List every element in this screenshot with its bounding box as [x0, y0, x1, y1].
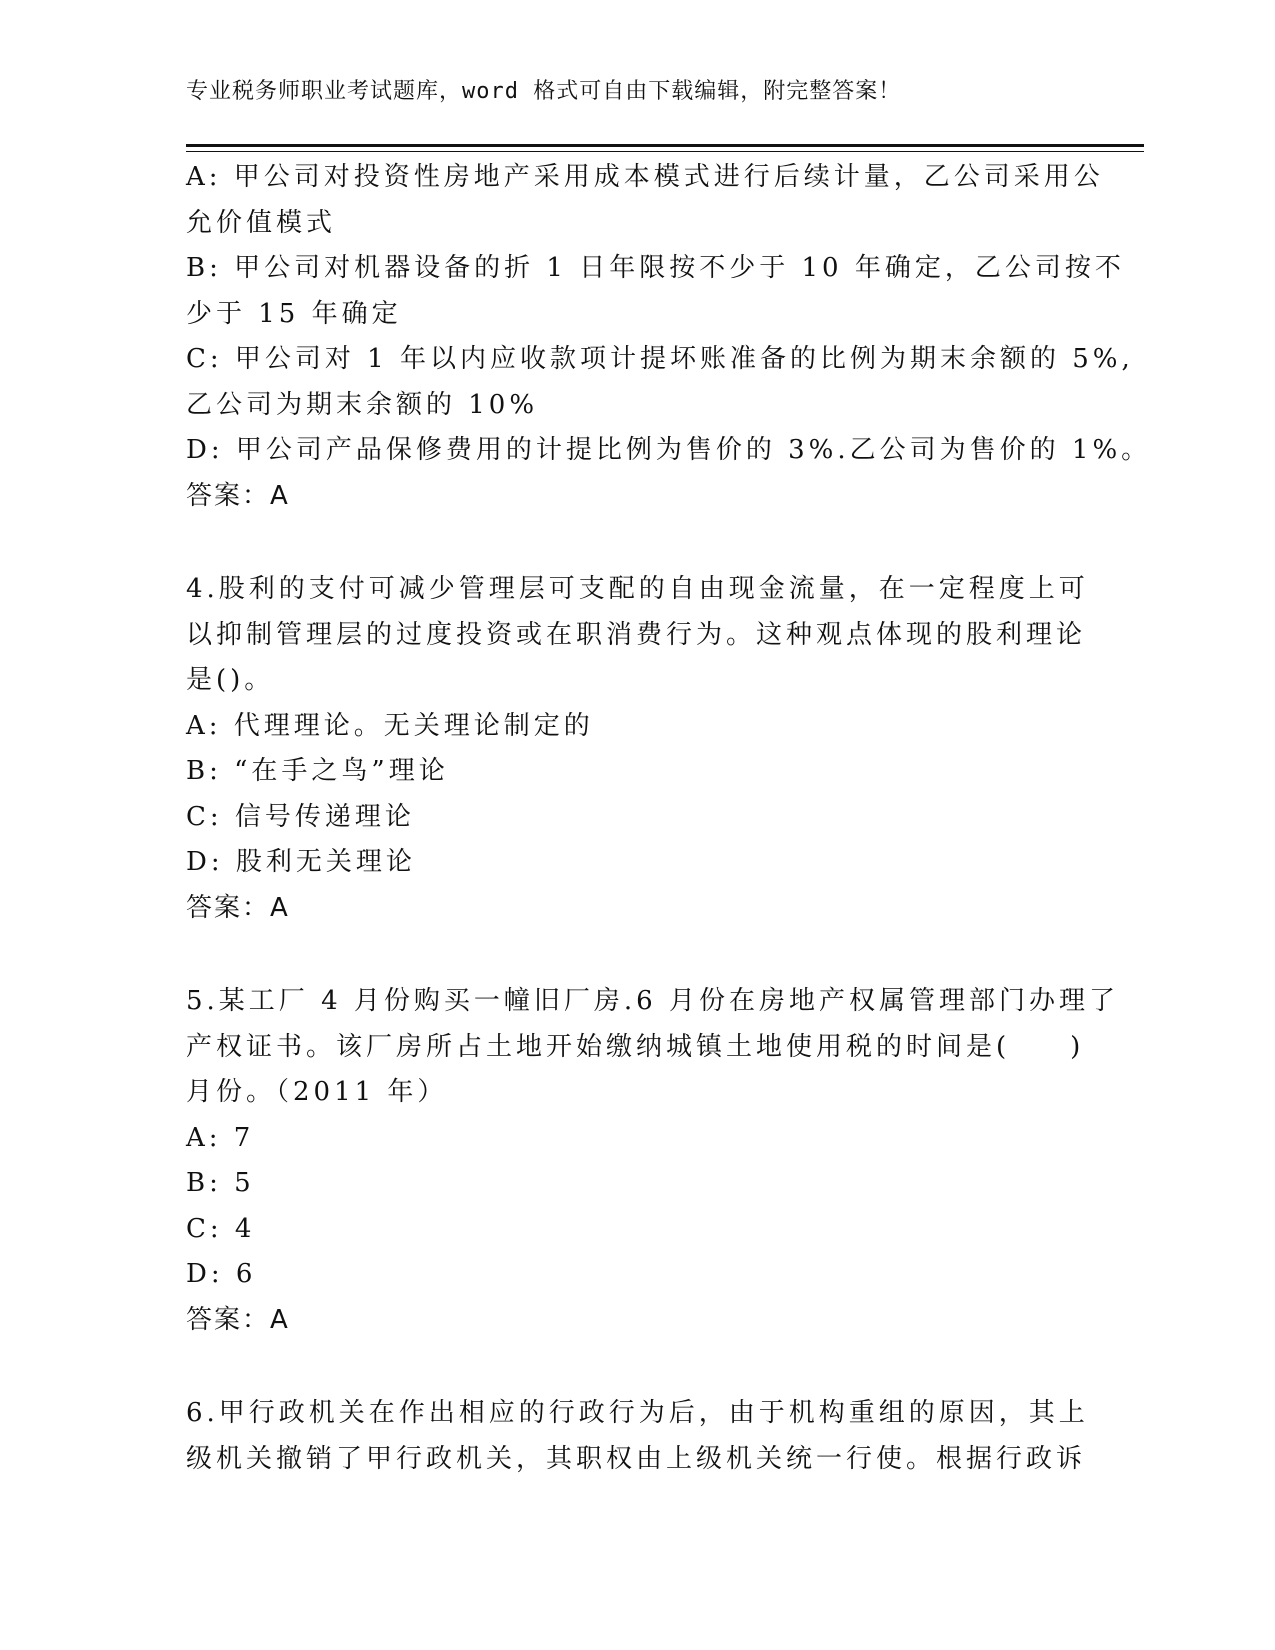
stem-line: 级机关撤销了甲行政机关，其职权由上级机关统一行使。根据行政诉	[186, 1443, 1087, 1474]
question-content	[186, 155, 1152, 1482]
header-divider	[186, 144, 1144, 152]
stem-line: 6.甲行政机关在作出相应的行政行为后，由于机构重组的原因，其上	[186, 1398, 1089, 1428]
q5-option-a: A: 7	[186, 1122, 255, 1153]
stem-line: 以抑制管理层的过度投资或在职消费行为。这种观点体现的股利理论	[186, 619, 1087, 650]
page-header: 专业税务师职业考试题库，word 格式可自由下载编辑，附完整答案！	[186, 79, 902, 104]
option-line: 少于 15 年确定	[186, 298, 402, 329]
q4-option-d: D: 股利无关理论	[186, 847, 416, 877]
option-line: 允价值模式	[186, 207, 337, 238]
option-line: D: 甲公司产品保修费用的计提比例为售价的 3%.乙公司为售价的 1%。	[186, 435, 1152, 465]
q3-option-d	[186, 428, 1152, 474]
option-line: 乙公司为期末余额的 10%	[186, 389, 539, 420]
stem-line: 月份。（2011 年）	[186, 1077, 448, 1107]
q3-option-a	[186, 155, 1104, 246]
stem-line: 产权证书。该厂房所占土地开始缴纳城镇土地使用税的时间是( )	[186, 1031, 1085, 1062]
q4-option-c: C: 信号传递理论	[186, 801, 415, 832]
q3-option-c	[186, 337, 1134, 428]
option-line: A: 甲公司对投资性房地产采用成本模式进行后续计量，乙公司采用公	[186, 162, 1104, 192]
q4-option-b: B: “在手之鸟”理论	[186, 756, 449, 786]
question-gap	[186, 519, 1066, 567]
option-line: B: 甲公司对机器设备的折 1 日年限按不少于 10 年确定，乙公司按不	[186, 253, 1125, 283]
q5-option-c: C: 4	[186, 1213, 256, 1244]
q3-answer: 答案：A	[186, 480, 290, 511]
q5-stem	[186, 979, 1119, 1116]
question-gap	[186, 931, 1066, 979]
option-line: C: 甲公司对 1 年以内应收款项计提坏账准备的比例为期末余额的 5%,	[186, 344, 1134, 374]
q6-stem	[186, 1391, 1089, 1482]
stem-line: 5.某工厂 4 月份购买一幢旧厂房.6 月份在房地产权属管理部门办理了	[186, 986, 1119, 1016]
q5-option-b: B: 5	[186, 1168, 255, 1198]
q5-option-d: D: 6	[186, 1259, 257, 1289]
q4-answer: 答案：A	[186, 892, 290, 923]
question-gap	[186, 1343, 1066, 1391]
stem-line: 是()。	[186, 665, 275, 695]
q4-stem	[186, 567, 1089, 704]
q4-option-a: A: 代理理论。无关理论制定的	[186, 710, 594, 741]
q5-answer: 答案：A	[186, 1304, 290, 1335]
stem-line: 4.股利的支付可减少管理层可支配的自由现金流量，在一定程度上可	[186, 574, 1089, 604]
q3-option-b	[186, 246, 1125, 337]
